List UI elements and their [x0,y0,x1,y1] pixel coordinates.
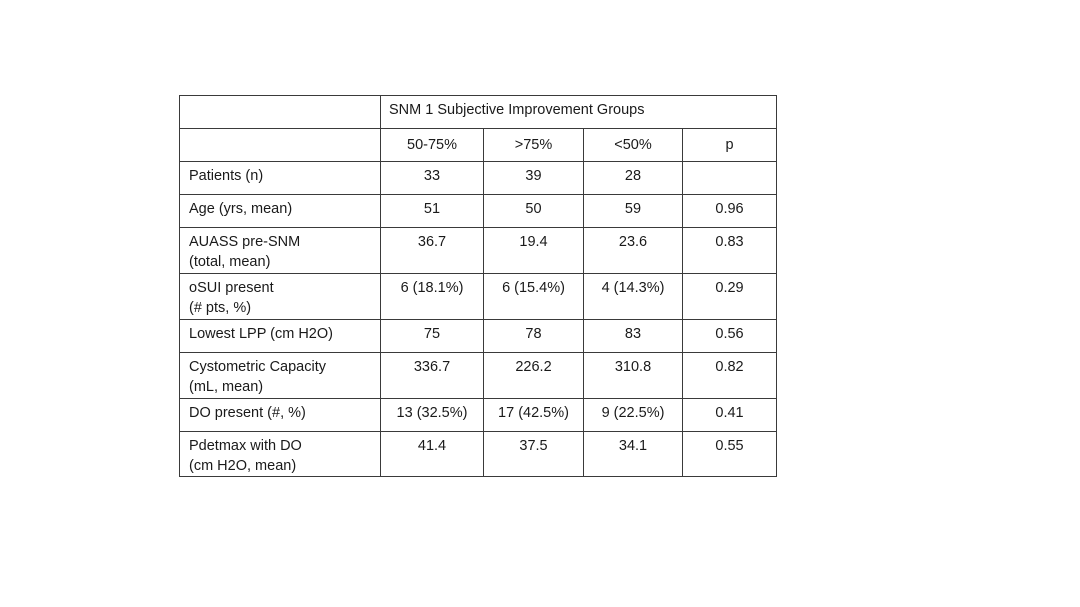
cell-gt75: 226.2 [484,353,584,399]
table-title: SNM 1 Subjective Improvement Groups [381,96,777,129]
cell-lt50: 28 [584,162,683,195]
cell-50-75: 336.7 [381,353,484,399]
cell-50-75: 33 [381,162,484,195]
row-label [180,162,381,195]
cell-gt75: 17 (42.5%) [484,399,584,432]
cell-50-75: 36.7 [381,228,484,274]
table-row-auass [180,228,777,274]
row-label [180,195,381,228]
cell-gt75: 50 [484,195,584,228]
table-row-do-present [180,399,777,432]
cell-gt75: 19.4 [484,228,584,274]
column-header-row [180,129,777,162]
column-header-gt75: >75% [484,129,584,162]
cell-gt75: 6 (15.4%) [484,274,584,320]
row-label-line: DO present (#, %) [189,405,306,421]
cell-lt50: 4 (14.3%) [584,274,683,320]
row-label-line: (# pts, %) [189,300,252,316]
column-header-p: p [683,129,777,162]
cell-50-75: 41.4 [381,432,484,477]
cell-lt50: 23.6 [584,228,683,274]
cell-p: 0.83 [683,228,777,274]
row-label [180,432,381,477]
row-label-line: Cystometric Capacity [189,359,326,375]
cell-p: 0.41 [683,399,777,432]
table-title-row [180,96,777,129]
row-label-line: oSUI present [189,280,274,296]
cell-50-75: 13 (32.5%) [381,399,484,432]
table-row-osui [180,274,777,320]
cell-gt75: 37.5 [484,432,584,477]
cell-50-75: 75 [381,320,484,353]
cell-lt50: 34.1 [584,432,683,477]
results-table [179,95,777,477]
row-label-line: Patients (n) [189,168,264,184]
cell-gt75: 39 [484,162,584,195]
cell-gt75: 78 [484,320,584,353]
row-label-line: Lowest LPP (cm H2O) [189,326,333,342]
row-label [180,353,381,399]
cell-lt50: 59 [584,195,683,228]
cell-p [683,162,777,195]
table-row-lpp [180,320,777,353]
row-label-line: (total, mean) [189,254,271,270]
column-header-50-75: 50-75% [381,129,484,162]
cell-p: 0.56 [683,320,777,353]
cell-50-75: 51 [381,195,484,228]
row-label-line: (mL, mean) [189,379,264,395]
cell-lt50: 9 (22.5%) [584,399,683,432]
row-label-line: Pdetmax with DO [189,438,302,454]
cell-p: 0.82 [683,353,777,399]
row-label-line: Age (yrs, mean) [189,201,293,217]
row-label-line: (cm H2O, mean) [189,458,297,474]
table-row-patients [180,162,777,195]
empty-header-cell [180,129,381,162]
cell-p: 0.96 [683,195,777,228]
cell-p: 0.55 [683,432,777,477]
row-label [180,399,381,432]
row-label [180,228,381,274]
table-row-pdetmax [180,432,777,477]
cell-50-75: 6 (18.1%) [381,274,484,320]
cell-p: 0.29 [683,274,777,320]
row-label [180,320,381,353]
table-row-age [180,195,777,228]
empty-corner-cell [180,96,381,129]
column-header-lt50: <50% [584,129,683,162]
cell-lt50: 310.8 [584,353,683,399]
cell-lt50: 83 [584,320,683,353]
row-label [180,274,381,320]
row-label-line: AUASS pre-SNM [189,234,301,250]
table-row-capacity [180,353,777,399]
